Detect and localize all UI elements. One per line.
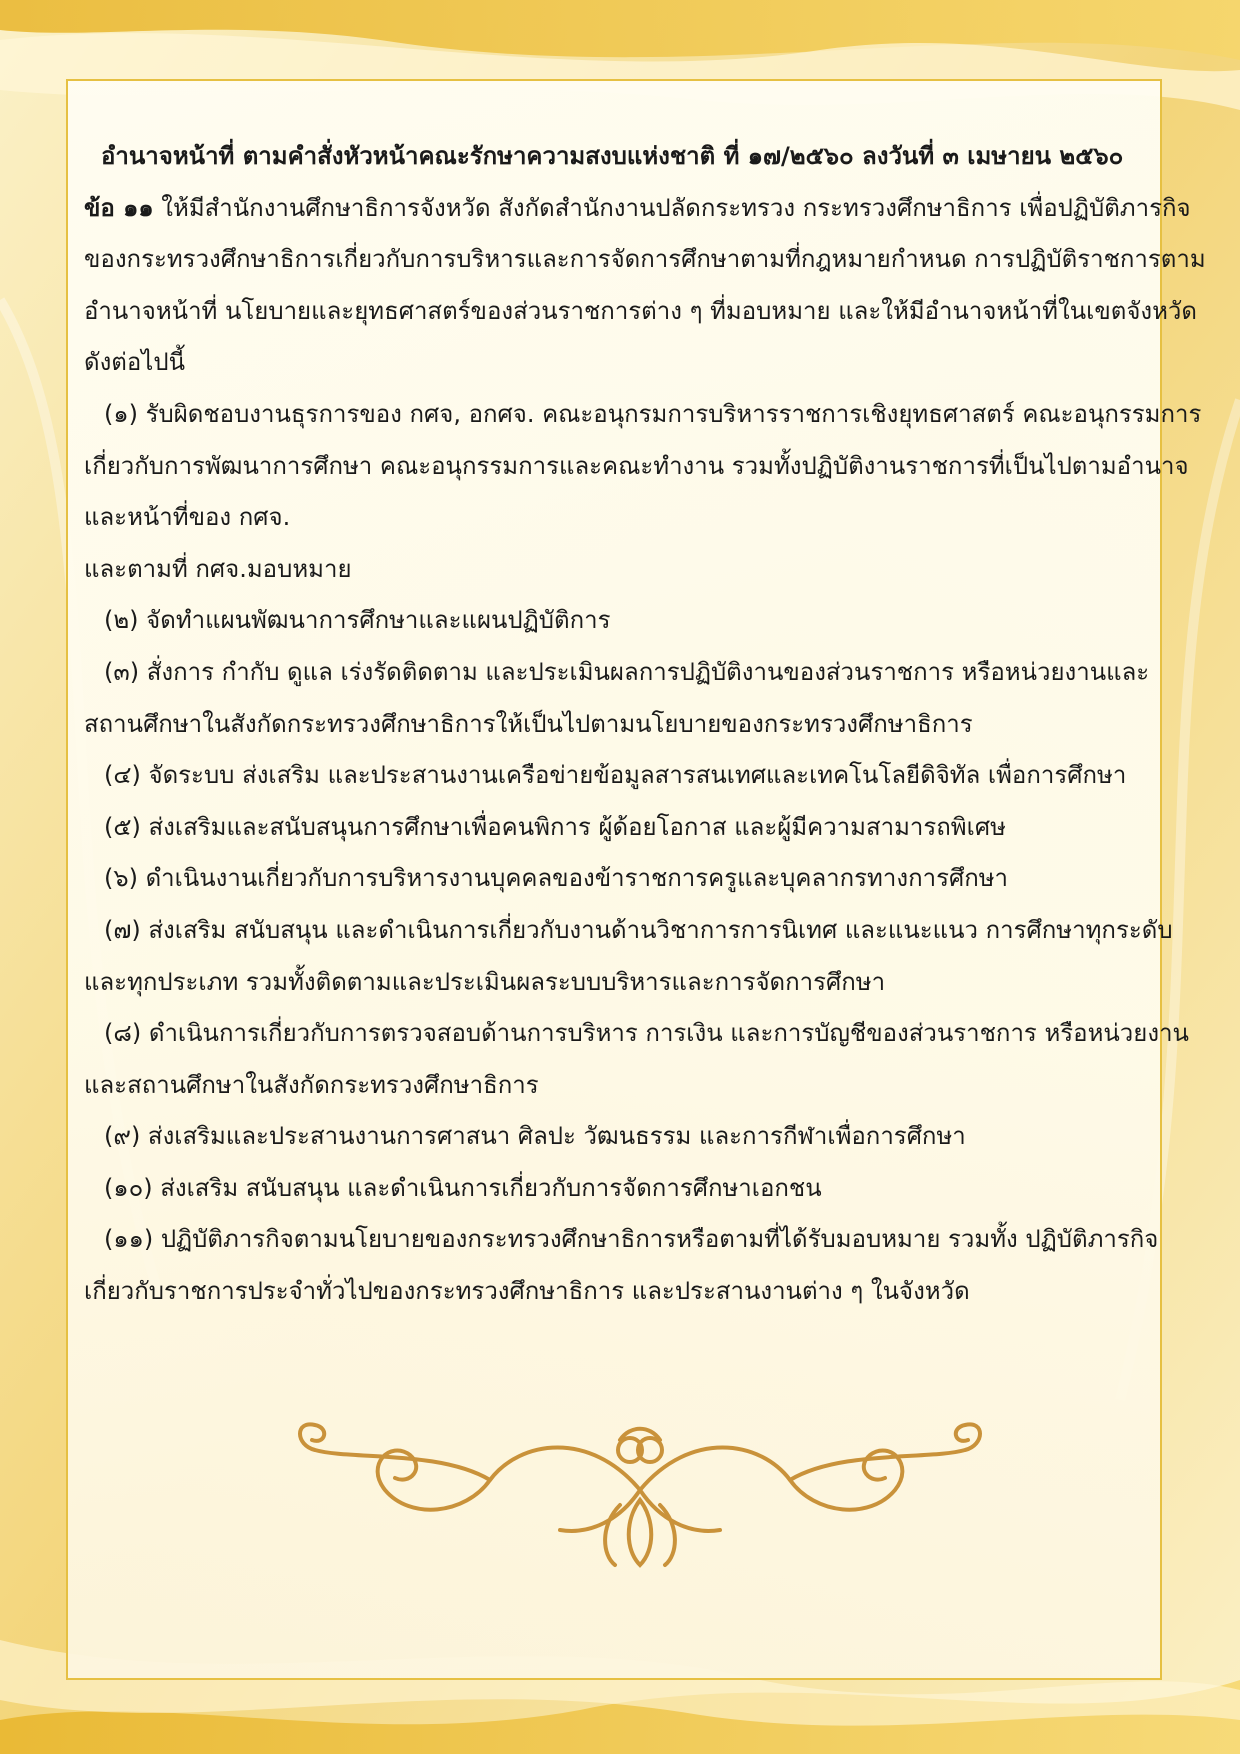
item-1-line-2: เกี่ยวกับการพัฒนาการศึกษา คณะอนุกรรมการและคณะทำงาน รวมทั้งปฏิบัติงานราชการที่เป็นไปตามอำนาจ [84,451,1189,480]
assigned-note: และตามที่ กศจ.มอบหมาย [84,554,352,583]
item-10: (๑๐) ส่งเสริม สนับสนุน และดำเนินการเกี่ยวกับการจัดการศึกษาเอกชน [104,1173,822,1202]
document-body [84,131,1206,1318]
item-1-line-1: (๑) รับผิดชอบงานธุรการของ กศจ, อกศจ. คณะอนุกรมการบริหารราชการเชิงยุทธศาสตร์ คณะอนุกรรมการ [104,399,1202,428]
item-3-line-1: (๓) สั่งการ กำกับ ดูแล เร่งรัดติดตาม และประเมินผลการปฏิบัติงานของส่วนราชการ หรือหน่วยงานและ [104,657,1150,686]
item-6: (๖) ดำเนินงานเกี่ยวกับการบริหารงานบุคคลของข้าราชการครูและบุคลากรทางการศึกษา [104,864,1009,893]
item-3-line-2: สถานศึกษาในสังกัดกระทรวงศึกษาธิการให้เป็นไปตามนโยบายของกระทรวงศึกษาธิการ [84,709,973,738]
item-8-line-1: (๘) ดำเนินการเกี่ยวกับการตรวจสอบด้านการบริหาร การเงิน และการบัญชีของส่วนราชการ หรือหน่วยงาน [104,1019,1189,1048]
item-11-line-2: เกี่ยวกับราชการประจำทั่วไปของกระทรวงศึกษาธิการ และประสานงานต่าง ๆ ในจังหวัด [84,1277,970,1306]
item-7-line-1: (๗) ส่งเสริม สนับสนุน และดำเนินการเกี่ยวกับงานด้านวิชาการการนิเทศ และแนะแนว การศึกษาทุกระดับ [104,915,1173,944]
clause-number: ข้อ ๑๑ [84,193,154,222]
intro-line-5: ดังต่อไปนี้ [84,348,186,377]
item-2: (๒) จัดทำแผนพัฒนาการศึกษาและแผนปฏิบัติการ [104,606,611,635]
intro-heading: อำนาจหน้าที่ ตามคำสั่งหัวหน้าคณะรักษาความสงบแห่งชาติ ที่ ๑๗/๒๕๖๐ ลงวันที่ ๓ เมษายน ๒๕๖๐ [101,142,1124,170]
intro-line-3: ของกระทรวงศึกษาธิการเกี่ยวกับการบริหารและการจัดการศึกษาตามที่กฎหมายกำหนด การปฏิบัติราชการตาม [84,245,1206,274]
intro-line-1 [84,131,1160,183]
intro-line-4: อำนาจหน้าที่ นโยบายและยุทธศาสตร์ของส่วนราชการต่าง ๆ ที่มอบหมาย และให้มีอำนาจหน้าที่ในเขตจังหวัด [84,296,1197,325]
item-11-line-1: (๑๑) ปฏิบัติภารกิจตามนโยบายของกระทรวงศึกษาธิการหรือตามที่ได้รับมอบหมาย รวมทั้ง ปฏิบัติภารกิจ [104,1225,1159,1254]
intro-line-2 [84,183,1191,235]
item-1-line-3: และหน้าที่ของ กศจ. [84,503,291,532]
intro-text: ให้มีสำนักงานศึกษาธิการจังหวัด สังกัดสำนักงานปลัดกระทรวง กระทรวงศึกษาธิการ เพื่อปฏิบัติภารกิจ [153,193,1191,222]
item-8-line-2: และสถานศึกษาในสังกัดกระทรวงศึกษาธิการ [84,1070,539,1099]
item-5: (๕) ส่งเสริมและสนับสนุนการศึกษาเพื่อคนพิการ ผู้ด้อยโอกาส และผู้มีความสามารถพิเศษ [104,812,1006,841]
item-9: (๙) ส่งเสริมและประสานงานการศาสนา ศิลปะ วัฒนธรรม และการกีฬาเพื่อการศึกษา [104,1122,966,1151]
item-4: (๔) จัดระบบ ส่งเสริม และประสานงานเครือข่ายข้อมูลสารสนเทศและเทคโนโลยีดิจิทัล เพื่อการศึกษา [104,761,1127,790]
item-7-line-2: และทุกประเภท รวมทั้งติดตามและประเมินผลระบบบริหารและการจัดการศึกษา [84,967,886,996]
scroll-flourish-divider-icon [290,1410,990,1580]
